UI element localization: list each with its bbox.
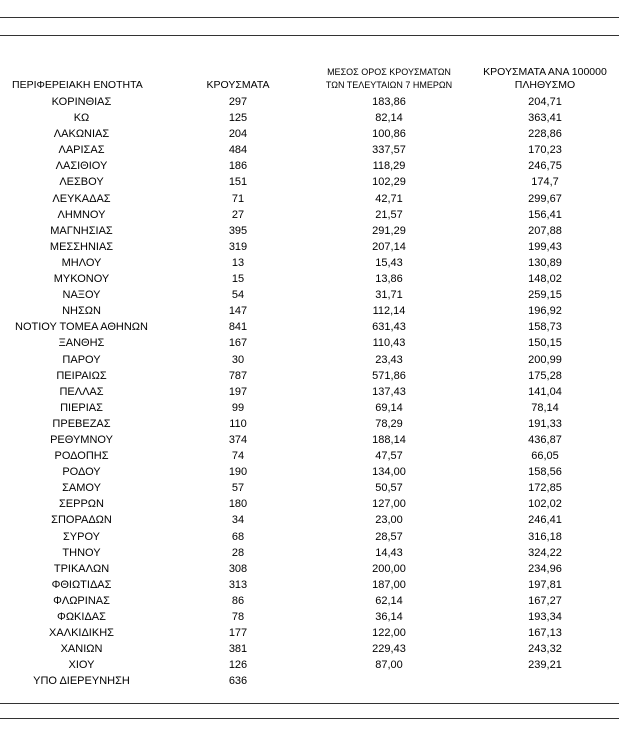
cell-per100k: 174,7 — [531, 176, 559, 189]
cell-cases: 204 — [228, 128, 248, 141]
cell-cases: 381 — [228, 643, 248, 656]
cell-per100k: 200,99 — [528, 353, 562, 366]
table-row — [0, 191, 639, 207]
cell-mean: 13,86 — [375, 273, 403, 286]
cell-cases: 74 — [231, 450, 245, 463]
cell-cases: 99 — [231, 401, 245, 414]
table-row — [0, 142, 639, 158]
cell-mean: 100,86 — [372, 128, 406, 141]
cell-region: ΝΗΣΩΝ — [62, 305, 101, 318]
cell-cases: 78 — [231, 611, 245, 623]
cell-mean: 82,14 — [375, 112, 403, 125]
cell-region: ΠΕΛΛΑΣ — [59, 385, 104, 398]
table-row — [0, 609, 639, 625]
cell-cases: 147 — [228, 305, 248, 318]
cell-mean: 127,00 — [372, 498, 406, 511]
cell-cases: 27 — [231, 208, 245, 221]
cell-cases: 125 — [228, 112, 248, 125]
cell-per100k: 363,41 — [528, 112, 562, 125]
cell-region: ΜΑΓΝΗΣΙΑΣ — [50, 224, 113, 237]
table-row — [0, 529, 639, 545]
cell-cases: 319 — [228, 240, 248, 253]
cell-mean: 42,71 — [375, 192, 403, 205]
cell-per100k: 234,96 — [528, 562, 562, 575]
table-row — [0, 432, 639, 448]
cell-mean: 571,86 — [372, 369, 406, 382]
cell-per100k: 246,41 — [528, 514, 562, 527]
cell-mean: 69,14 — [375, 401, 403, 414]
cell-region: ΛΑΡΙΣΑΣ — [58, 144, 105, 157]
cell-region: ΣΕΡΡΩΝ — [59, 498, 104, 511]
cell-cases: 190 — [228, 466, 248, 479]
cell-per100k: 167,27 — [528, 594, 562, 607]
cell-mean: 207,14 — [372, 240, 406, 253]
cell-mean: 28,57 — [375, 530, 403, 543]
cell-mean: 31,71 — [375, 289, 403, 302]
cell-region: ΧΑΛΚΙΔΙΚΗΣ — [49, 627, 114, 640]
cell-mean: 188,14 — [372, 433, 406, 446]
cell-mean: 187,00 — [372, 578, 406, 591]
cell-mean: 21,57 — [375, 208, 403, 221]
cell-per100k: 199,43 — [528, 240, 562, 253]
cell-cases: 841 — [228, 321, 248, 334]
table-row — [0, 110, 639, 126]
cell-region: ΚΩ — [73, 112, 90, 125]
cell-cases: 13 — [231, 256, 245, 269]
cell-mean: 118,29 — [372, 160, 406, 173]
cell-cases: 374 — [228, 433, 248, 446]
cell-per100k: 148,02 — [528, 273, 562, 286]
cell-per100k: 197,81 — [528, 578, 562, 591]
cell-per100k: 316,18 — [528, 530, 562, 543]
cell-per100k: 196,92 — [528, 305, 562, 318]
cell-cases: 34 — [231, 514, 245, 527]
cell-region: ΧΙΟΥ — [68, 659, 95, 672]
cell-region: ΠΙΕΡΙΑΣ — [60, 401, 103, 414]
cell-mean: 36,14 — [375, 611, 403, 623]
header-cases-per-100k — [466, 66, 624, 92]
cell-mean: 50,57 — [375, 482, 403, 495]
cell-cases: 68 — [231, 530, 245, 543]
cell-per100k: 228,86 — [528, 128, 562, 141]
cell-mean: 15,43 — [375, 256, 403, 269]
cell-per100k: 204,71 — [528, 96, 562, 108]
table-row — [0, 239, 639, 255]
cell-region: ΛΕΣΒΟΥ — [59, 176, 104, 189]
cell-cases: 313 — [228, 578, 248, 591]
table-row — [0, 416, 639, 432]
cell-cases: 167 — [228, 337, 248, 350]
cell-cases: 636 — [228, 675, 248, 688]
table-row — [0, 368, 639, 384]
cell-mean: 134,00 — [372, 466, 406, 479]
table-row — [0, 480, 639, 496]
cell-region: ΝΑΞΟΥ — [62, 289, 101, 302]
table-row — [0, 545, 639, 561]
cell-cases: 54 — [231, 289, 245, 302]
cell-region: ΣΑΜΟΥ — [62, 482, 101, 495]
cell-region: ΧΑΝΙΩΝ — [60, 643, 103, 656]
cell-mean: 23,43 — [375, 353, 403, 366]
cell-mean: 229,43 — [372, 643, 406, 656]
cell-cases: 28 — [231, 546, 245, 559]
cell-mean: 631,43 — [372, 321, 406, 334]
table-row — [0, 158, 639, 174]
cell-per100k: 170,23 — [528, 144, 562, 157]
bottom-divider-2 — [0, 718, 619, 719]
cell-mean: 14,43 — [375, 546, 403, 559]
cell-mean: 112,14 — [372, 305, 406, 318]
table-row — [0, 207, 639, 223]
cell-per100k: 175,28 — [528, 369, 562, 382]
cell-per100k: 156,41 — [528, 208, 562, 221]
cell-region: ΡΕΘΥΜΝΟΥ — [50, 433, 113, 446]
table-row — [0, 593, 639, 609]
cell-region: ΤΗΝΟΥ — [62, 546, 101, 559]
header-cases: ΚΡΟΥΣΜΑΤΑ — [206, 79, 270, 91]
cell-region: ΣΥΡΟΥ — [62, 530, 100, 543]
table-row — [0, 512, 639, 528]
table-row — [0, 94, 639, 110]
table-row — [0, 673, 639, 689]
cell-per100k: 243,32 — [528, 643, 562, 656]
cell-mean: 110,43 — [372, 337, 406, 350]
table-row — [0, 657, 639, 673]
table-row — [0, 577, 639, 593]
table-row — [0, 352, 639, 368]
header-per100k-line-2: ΠΛΗΘΥΣΜΟ — [514, 79, 576, 91]
cell-mean: 47,57 — [375, 450, 403, 463]
cell-per100k: 172,85 — [528, 482, 562, 495]
cell-per100k: 158,56 — [528, 466, 562, 479]
cell-per100k: 193,34 — [528, 611, 562, 623]
cell-per100k: 158,73 — [528, 321, 562, 334]
cell-region: ΥΠΟ ΔΙΕΡΕΥΝΗΣΗ — [33, 675, 130, 688]
table-row — [0, 126, 639, 142]
cell-cases: 15 — [231, 273, 245, 286]
cell-region: ΛΑΣΙΘΙΟΥ — [55, 160, 108, 173]
cell-region: ΛΗΜΝΟΥ — [57, 208, 106, 221]
cell-cases: 297 — [228, 96, 248, 108]
table-row — [0, 625, 639, 641]
cell-region: ΞΑΝΘΗΣ — [58, 337, 105, 350]
cell-region: ΦΘΙΩΤΙΔΑΣ — [51, 578, 112, 591]
table-row — [0, 464, 639, 480]
cell-cases: 787 — [228, 369, 248, 382]
table-row — [0, 271, 639, 287]
cell-cases: 126 — [228, 659, 248, 672]
cell-cases: 110 — [229, 417, 247, 430]
cell-region: ΡΟΔΟΥ — [62, 466, 101, 479]
cell-per100k: 191,33 — [528, 417, 562, 430]
cell-per100k: 246,75 — [528, 160, 562, 173]
cell-cases: 395 — [228, 224, 248, 237]
cell-region: ΡΟΔΟΠΗΣ — [54, 450, 109, 463]
cell-mean: 200,00 — [372, 562, 406, 575]
table-row — [0, 335, 639, 351]
cell-region: ΜΗΛΟΥ — [61, 256, 102, 269]
cell-region: ΠΡΕΒΕΖΑΣ — [52, 417, 111, 430]
table-row — [0, 303, 639, 319]
header-region: ΠΕΡΙΦΕΡΕΙΑΚΗ ΕΝΟΤΗΤΑ — [12, 79, 143, 91]
cell-cases: 177 — [228, 627, 248, 640]
table-row — [0, 448, 639, 464]
cell-per100k: 141,04 — [528, 385, 562, 398]
cell-region: ΛΑΚΩΝΙΑΣ — [53, 128, 110, 141]
table-header — [0, 64, 639, 94]
cell-per100k: 78,14 — [531, 401, 559, 414]
cell-per100k: 324,22 — [528, 546, 562, 559]
cell-mean: 122,00 — [372, 627, 406, 640]
cell-cases: 186 — [228, 160, 248, 173]
cell-region: ΝΟΤΙΟΥ ΤΟΜΕΑ ΑΘΗΝΩΝ — [15, 321, 148, 334]
table-body — [0, 94, 639, 689]
cell-per100k: 130,89 — [528, 256, 562, 269]
cell-mean: 23,00 — [375, 514, 403, 527]
cell-region: ΦΛΩΡΙΝΑΣ — [53, 594, 110, 607]
cell-mean: 102,29 — [372, 176, 406, 189]
cell-mean: 78,29 — [375, 417, 403, 430]
table-row — [0, 319, 639, 335]
cell-per100k: 259,15 — [528, 289, 562, 302]
cell-per100k: 150,15 — [528, 337, 562, 350]
bottom-divider-1 — [0, 703, 619, 704]
cell-cases: 86 — [231, 594, 245, 607]
cell-cases: 484 — [228, 144, 248, 157]
table-row — [0, 287, 639, 303]
cell-mean: 137,43 — [372, 385, 406, 398]
header-mean-line-1: ΜΕΣΟΣ ΟΡΟΣ ΚΡΟΥΣΜΑΤΩΝ — [327, 67, 451, 77]
cell-region: ΛΕΥΚΑΔΑΣ — [52, 192, 111, 205]
cell-cases: 308 — [228, 562, 248, 575]
table-row — [0, 400, 639, 416]
table-row — [0, 496, 639, 512]
table-row — [0, 223, 639, 239]
cell-per100k: 102,02 — [528, 498, 562, 511]
cell-region: ΠΑΡΟΥ — [62, 353, 101, 366]
cell-region: ΣΠΟΡΑΔΩΝ — [51, 514, 112, 527]
cell-cases: 30 — [231, 353, 245, 366]
cell-cases: 180 — [228, 498, 248, 511]
top-divider-2 — [0, 35, 619, 36]
header-mean-line-2: ΤΩΝ ΤΕΛΕΥΤΑΙΩΝ 7 ΗΜΕΡΩΝ — [325, 80, 453, 90]
table-row — [0, 174, 639, 190]
cell-cases: 57 — [231, 482, 245, 495]
header-per100k-line-1: ΚΡΟΥΣΜΑΤΑ ΑΝΑ 100000 — [483, 66, 607, 78]
cell-mean: 337,57 — [372, 144, 406, 157]
cell-mean: 291,29 — [372, 224, 406, 237]
cell-per100k: 436,87 — [528, 433, 562, 446]
cell-per100k: 207,88 — [528, 224, 562, 237]
table-row — [0, 384, 639, 400]
cell-per100k: 66,05 — [531, 450, 559, 463]
cell-region: ΜΥΚΟΝΟΥ — [53, 273, 110, 286]
cell-region: ΠΕΙΡΑΙΩΣ — [56, 369, 107, 382]
header-mean-7-days — [300, 66, 478, 92]
table-row — [0, 255, 639, 271]
cell-mean: 62,14 — [375, 594, 403, 607]
cell-mean: 87,00 — [375, 659, 403, 672]
cell-region: ΜΕΣΣΗΝΙΑΣ — [49, 240, 114, 253]
cell-cases: 71 — [231, 192, 245, 205]
cell-cases: 197 — [228, 385, 248, 398]
table-row — [0, 641, 639, 657]
cell-mean: 183,86 — [372, 96, 406, 108]
cell-per100k: 167,13 — [528, 627, 562, 640]
top-divider-1 — [0, 17, 619, 18]
cell-region: ΚΟΡΙΝΘΙΑΣ — [51, 96, 112, 108]
cell-per100k: 239,21 — [528, 659, 562, 672]
cell-cases: 151 — [228, 176, 248, 189]
cell-per100k: 299,67 — [528, 192, 562, 205]
cell-region: ΤΡΙΚΑΛΩΝ — [53, 562, 110, 575]
cell-region: ΦΩΚΙΔΑΣ — [57, 611, 106, 623]
table-row — [0, 561, 639, 577]
